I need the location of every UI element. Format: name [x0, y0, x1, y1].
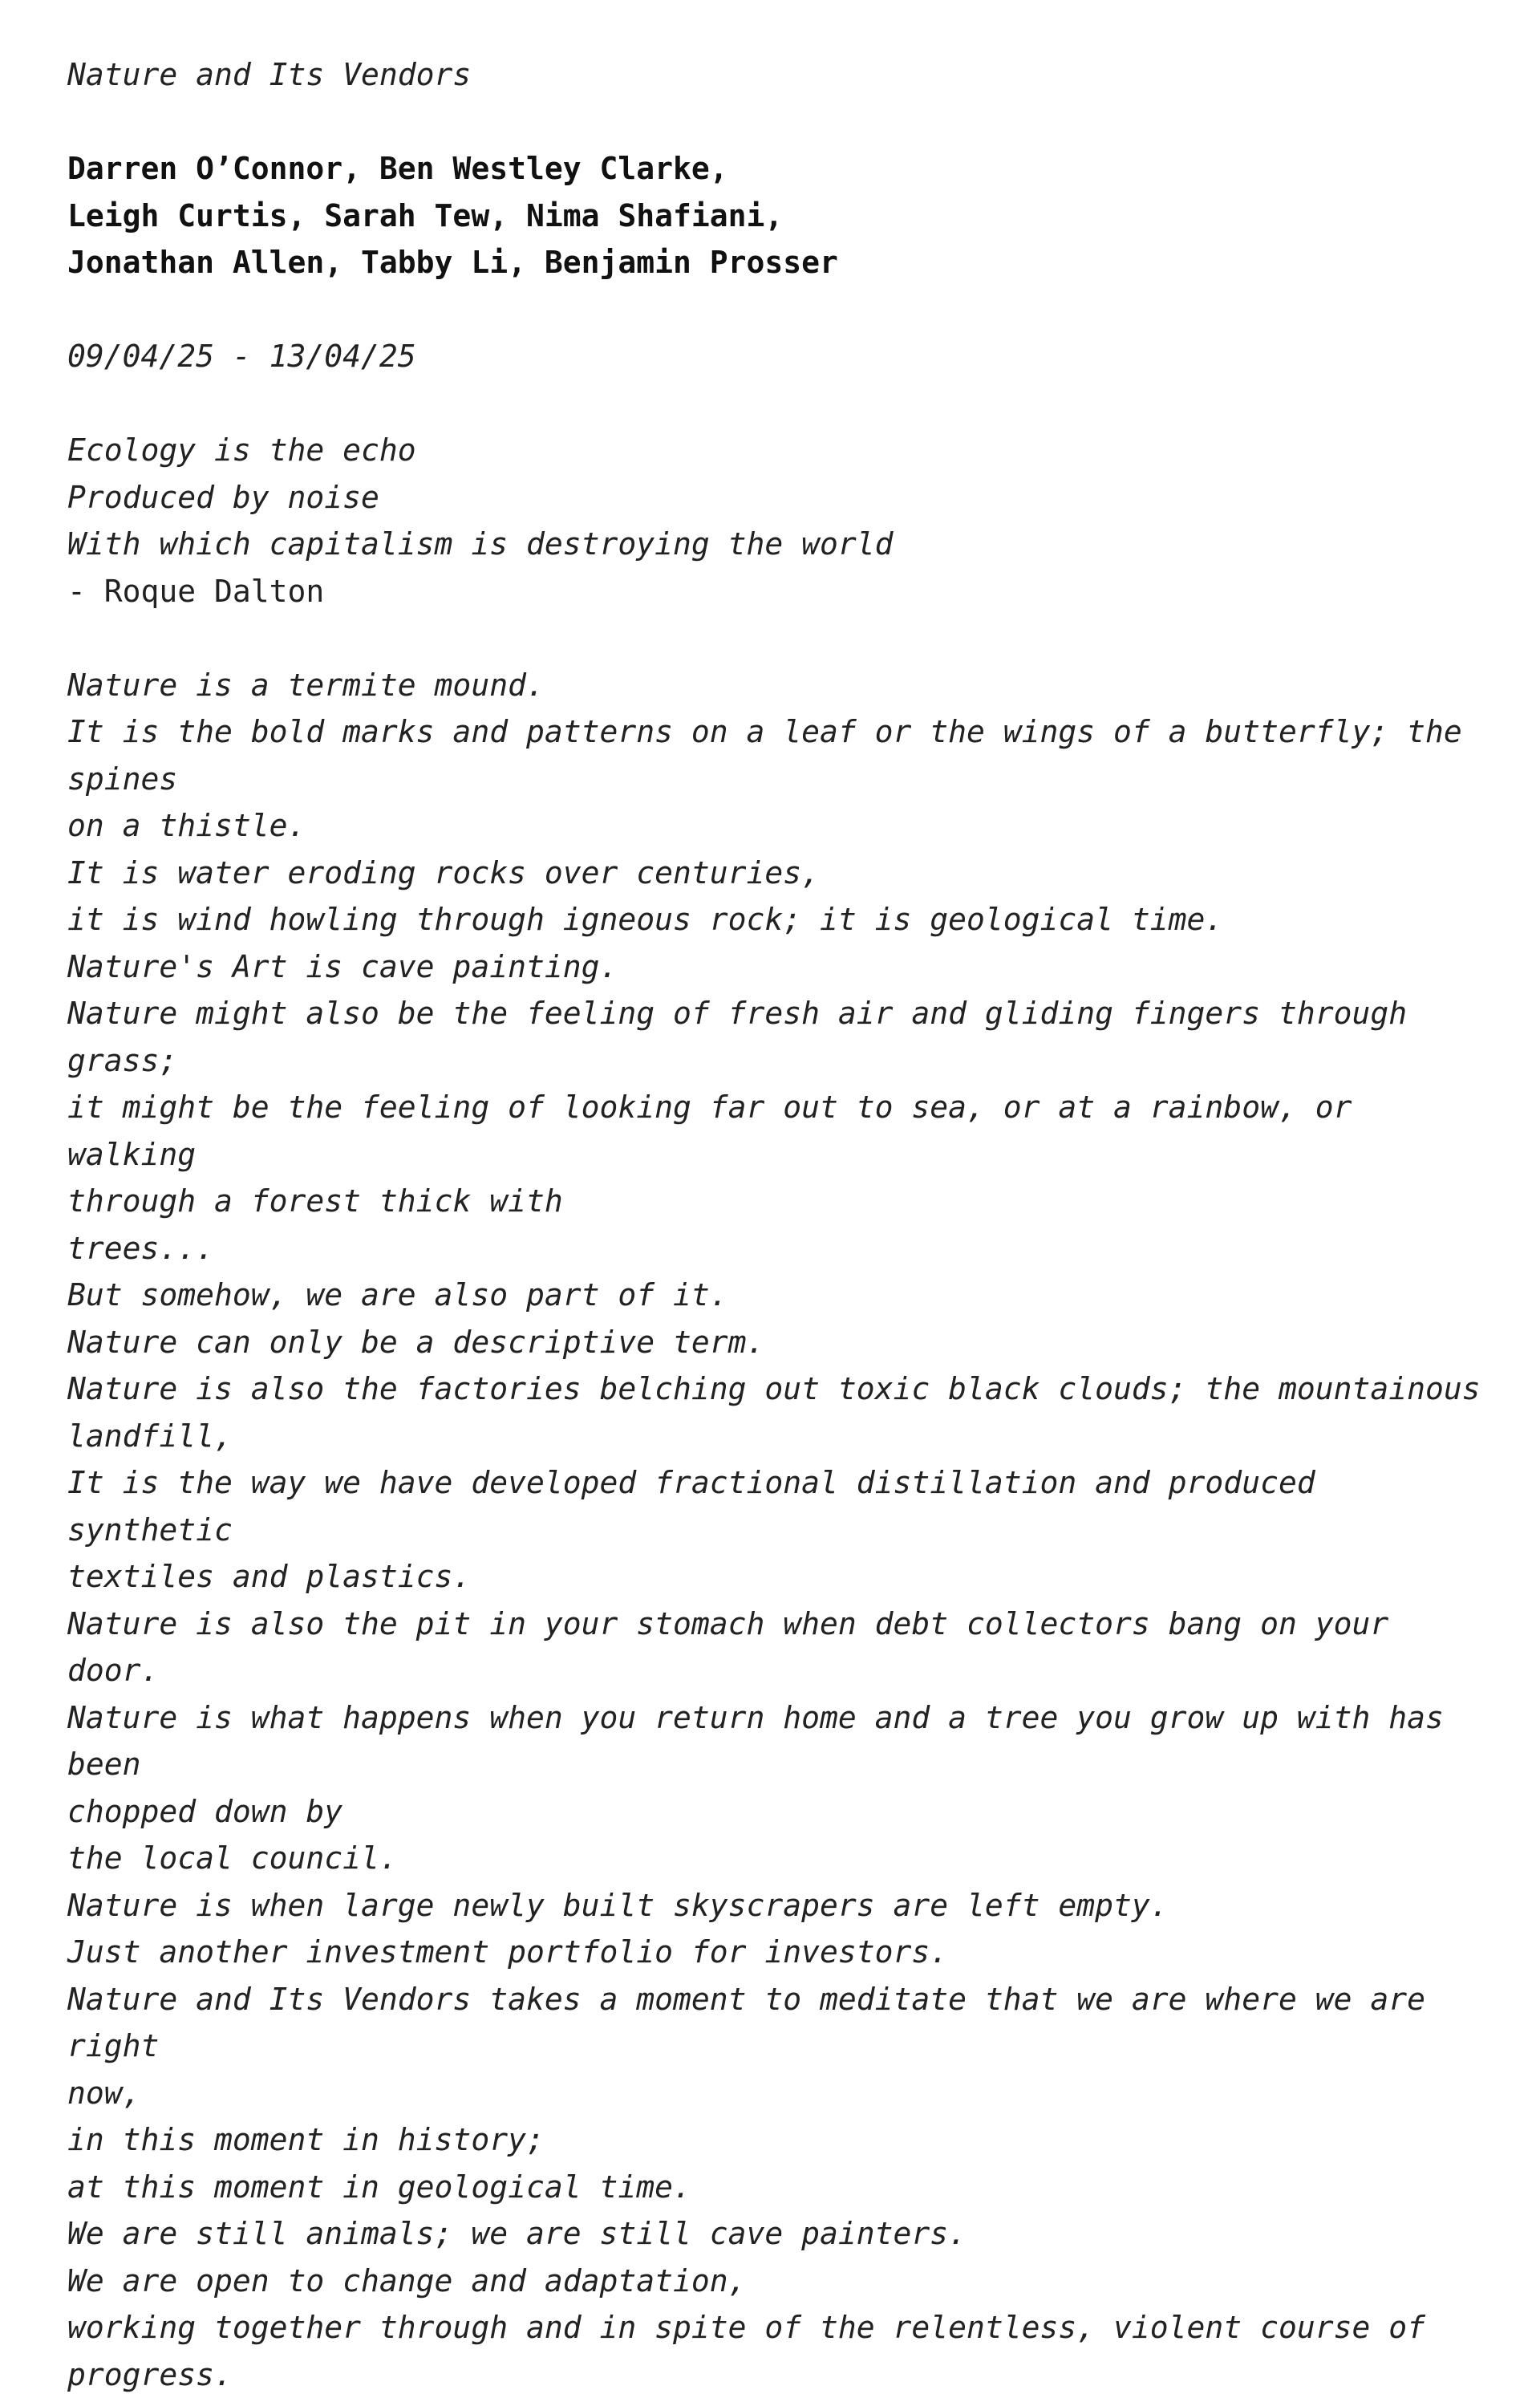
document-page [67, 51, 1495, 2398]
body-line: It is water eroding rocks over centuries, [67, 850, 1495, 897]
body-line: on a thistle. [67, 802, 1495, 850]
spacer [67, 615, 1495, 662]
body-line: It is the way we have developed fractional distillation and produced synthetic [67, 1459, 1495, 1553]
epigraph-author: - Roque Dalton [67, 568, 1495, 615]
body-line: Nature can only be a descriptive term. [67, 1319, 1495, 1366]
body-line: Nature is also the factories belching out toxic black clouds; the mountainous [67, 1365, 1495, 1413]
body-line: But somehow, we are also part of it. [67, 1272, 1495, 1319]
body-line: Nature is when large newly built skyscrapers are left empty. [67, 1882, 1495, 1929]
body-line: Nature is also the pit in your stomach when debt collectors bang on your door. [67, 1601, 1495, 1694]
epigraph-line: Ecology is the echo [67, 427, 1495, 474]
body-line: in this moment in history; [67, 2116, 1495, 2164]
body-line: We are still animals; we are still cave painters. [67, 2210, 1495, 2258]
body-line: at this moment in geological time. [67, 2164, 1495, 2211]
body-line: it might be the feeling of looking far out to sea, or at a rainbow, or walking [67, 1084, 1495, 1178]
body-line: Nature is what happens when you return home and a tree you grow up with has been [67, 1694, 1495, 1788]
epigraph-line: With which capitalism is destroying the world [67, 521, 1495, 568]
epigraph-line: Produced by noise [67, 474, 1495, 521]
body-line: trees... [67, 1225, 1495, 1272]
spacer [67, 99, 1495, 146]
exhibition-dates: 09/04/25 - 13/04/25 [67, 333, 1495, 380]
exhibition-title: Nature and Its Vendors [67, 51, 1495, 99]
spacer [67, 286, 1495, 334]
artist-line: Darren O’Connor, Ben Westley Clarke, [67, 145, 1495, 193]
body-line: Just another investment portfolio for investors. [67, 1929, 1495, 1976]
body-line: chopped down by [67, 1788, 1495, 1836]
epigraph [67, 427, 1495, 615]
body-line: progress. [67, 2351, 1495, 2398]
body-line: Nature's Art is cave painting. [67, 943, 1495, 991]
body-line: the local council. [67, 1835, 1495, 1882]
artist-list [67, 145, 1495, 286]
body-line: working together through and in spite of the relentless, violent course of [67, 2304, 1495, 2351]
body-line: Nature is a termite mound. [67, 662, 1495, 709]
body-line: through a forest thick with [67, 1178, 1495, 1225]
artist-line: Jonathan Allen, Tabby Li, Benjamin Prosser [67, 239, 1495, 286]
body-line: Nature might also be the feeling of fresh air and gliding fingers through grass; [67, 990, 1495, 1084]
body-line: We are open to change and adaptation, [67, 2258, 1495, 2305]
body-line: it is wind howling through igneous rock; it is geological time. [67, 896, 1495, 943]
body-line: It is the bold marks and patterns on a leaf or the wings of a butterfly; the spines [67, 708, 1495, 802]
body-line: now, [67, 2070, 1495, 2117]
spacer [67, 380, 1495, 428]
body-line: Nature and Its Vendors takes a moment to meditate that we are where we are right [67, 1976, 1495, 2070]
body-text [67, 662, 1495, 2398]
artist-line: Leigh Curtis, Sarah Tew, Nima Shafiani, [67, 193, 1495, 240]
body-line: landfill, [67, 1413, 1495, 1460]
body-line: textiles and plastics. [67, 1553, 1495, 1601]
